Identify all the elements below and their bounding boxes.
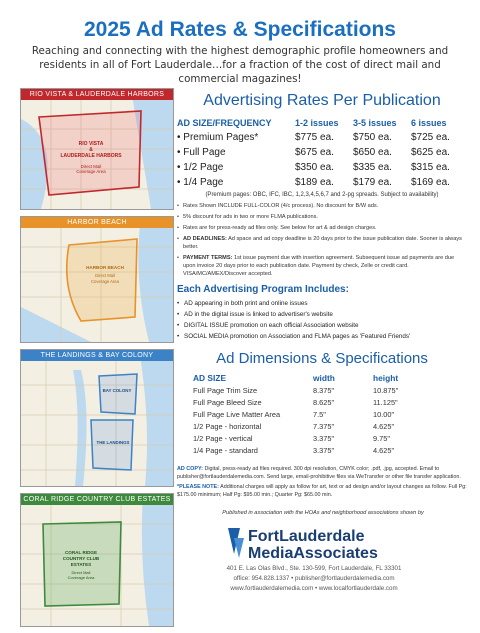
- dim-height: 10.875": [373, 385, 399, 395]
- rate-price: $650 ea.: [353, 147, 392, 158]
- map-caption: CORAL RIDGE COUNTRY CLUB ESTATES: [21, 494, 173, 505]
- map-coral-ridge: [20, 493, 174, 627]
- dim-width: 7.375": [313, 421, 335, 431]
- ad-copy-text: Digital, press-ready ad files required. 300 dpi resolution, CMYK color; .pdf, .jpg, accepted. Email to publisher@fortlauderdalemedia.com. Send large, email-prohibitive files via WeTransfer or other file transfer application.: [177, 466, 461, 480]
- rates-col-header: AD SIZE/FREQUENCY: [177, 118, 272, 128]
- table-row: [193, 444, 398, 456]
- ad-copy-label: AD COPY:: [177, 466, 203, 472]
- table-row: [193, 408, 398, 420]
- list-item: [177, 224, 467, 232]
- table-row: [177, 160, 467, 175]
- dims-col-header: AD SIZE: [193, 373, 227, 383]
- dim-height: 9.75": [373, 433, 391, 443]
- rate-size: • Premium Pages*: [177, 132, 259, 143]
- map-label: COUNTRY CLUB: [62, 556, 100, 561]
- table-row: [177, 130, 467, 145]
- rates-header-row: [177, 116, 467, 130]
- notes-list: [177, 202, 467, 278]
- map-label: Coverage Area: [76, 169, 106, 174]
- page-title: 2025 Ad Rates & Specifications: [83, 18, 396, 41]
- rates-section: [177, 88, 467, 456]
- rate-price: $179 ea.: [353, 177, 392, 188]
- rates-col-header: 3-5 issues: [353, 118, 397, 128]
- note-bold: AD DEADLINES:: [183, 236, 227, 242]
- dim-size: Full Page Trim Size: [193, 385, 258, 395]
- map-label: ESTATES: [70, 562, 92, 567]
- company-logo: [226, 524, 416, 562]
- dimensions-heading: Ad Dimensions & Specifications: [216, 350, 428, 367]
- note-text: Ad space and ad copy deadline is 20 days prior to the issue publication date. Sooner is always better.: [183, 236, 462, 250]
- map-label: LAUDERDALE HARBORS: [60, 153, 122, 159]
- rate-price: $335 ea.: [353, 162, 392, 173]
- please-note-label: *PLEASE NOTE:: [177, 484, 219, 491]
- map-caption: HARBOR BEACH: [21, 217, 173, 228]
- dim-width: 8.375": [313, 385, 335, 395]
- map-label: Coverage Area: [67, 575, 95, 580]
- dims-header-row: [193, 372, 398, 384]
- dim-width: 7.5": [313, 409, 326, 419]
- ad-copy-notes: [177, 466, 469, 499]
- map-harbor-beach: [20, 216, 174, 343]
- map-label: RIO VISTA: [78, 141, 104, 147]
- dim-size: 1/4 Page - standard: [193, 445, 258, 455]
- note-text: Rates Shown INCLUDE FULL-COLOR (4/c process). No discount for B/W ads.: [183, 203, 379, 209]
- page-subtitle: Reaching and connecting with the highest demographic profile homeowners and residents in all of Fort Lauderdale…for a fraction of the cost of direct mail and commercial magazines!: [31, 45, 449, 85]
- dim-width: 8.625": [313, 397, 335, 407]
- rate-price: $315 ea.: [411, 162, 450, 173]
- web-line: www.fortlauderdalemedia.com • www.localfortlauderdale.com: [230, 585, 398, 592]
- address-line: 401 E. Las Olas Blvd., Ste. 130-599, Fort Lauderdale, FL 33301: [226, 565, 402, 572]
- note-text: 5% discount for ads in two or more FLMA publications.: [183, 214, 318, 220]
- dimensions-table: [193, 372, 398, 456]
- map-caption: RIO VISTA & LAUDERDALE HARBORS: [21, 89, 173, 100]
- dim-height: 11.125": [373, 397, 398, 407]
- rate-price: $169 ea.: [411, 177, 450, 188]
- rate-price: $775 ea.: [295, 132, 334, 143]
- map-caption: THE LANDINGS & BAY COLONY: [21, 350, 173, 361]
- rates-heading: Advertising Rates Per Publication: [203, 92, 441, 109]
- rates-table: [177, 116, 467, 190]
- rate-price: $750 ea.: [353, 132, 392, 143]
- map-label: Direct Mail: [95, 273, 115, 278]
- rate-price: $675 ea.: [295, 147, 334, 158]
- dim-height: 10.00": [373, 409, 395, 419]
- map-coral-ridge-graphic: [21, 494, 173, 626]
- rates-col-header: 6 issues: [411, 118, 447, 128]
- logo-line1: FortLauderdale: [248, 528, 365, 545]
- dim-width: 3.375": [313, 445, 335, 455]
- rate-size: • Full Page: [177, 147, 226, 158]
- map-label: Direct Mail: [71, 570, 91, 575]
- dim-height: 4.625": [373, 445, 395, 455]
- list-item: • AD appearing in both print and online issues: [177, 298, 467, 309]
- table-row: [193, 396, 398, 408]
- rate-price: $189 ea.: [295, 177, 334, 188]
- maps-column: [20, 88, 172, 633]
- rate-price: $350 ea.: [295, 162, 334, 173]
- map-label: HARBOR BEACH: [86, 265, 124, 270]
- list-item: • AD in the digital issue is linked to advertiser's website: [177, 309, 467, 320]
- dim-size: 1/2 Page - vertical: [193, 433, 253, 443]
- list-item: [177, 213, 467, 221]
- map-landings-graphic: [21, 350, 173, 486]
- premium-note: (Premium pages: OBC, IFC, IBC, 1,2,3,4,5,6,7 and 2-pg spreads. Subject to availability): [205, 192, 439, 198]
- rate-price: $625 ea.: [411, 147, 450, 158]
- rate-price: $725 ea.: [411, 132, 450, 143]
- map-rio-vista-graphic: [21, 89, 173, 209]
- note-text: Rates are for press-ready ad files only. See below for art & ad design charges.: [183, 225, 377, 231]
- map-label: Coverage Area: [91, 279, 119, 284]
- list-item: [177, 254, 467, 278]
- contact-line: office: 954.828.1337 • publisher@fortlauderdalemedia.com: [233, 575, 395, 582]
- map-label: THE LANDINGS: [96, 440, 130, 445]
- note-bold: PAYMENT TERMS:: [183, 255, 233, 261]
- table-row: [177, 175, 467, 190]
- table-row: [193, 432, 398, 444]
- dim-size: Full Page Bleed Size: [193, 397, 262, 407]
- please-note-text: Additional charges will apply as follow for art, text or ad design and/or layout changes as follow. Full Pg: $175.00 minimum; Half Pg: $95.00 min.; Quarter Pg: $65.00 min.: [177, 484, 467, 498]
- dim-size: 1/2 Page - horizontal: [193, 421, 262, 431]
- map-landings: [20, 349, 174, 487]
- list-item: • DIGITAL ISSUE promotion on each official Association website: [177, 320, 467, 331]
- table-row: [193, 384, 398, 396]
- rates-col-header: 1-2 issues: [295, 118, 339, 128]
- logo-line2: MediaAssociates: [248, 545, 378, 562]
- dim-height: 4.625": [373, 421, 395, 431]
- map-label: CORAL RIDGE: [64, 550, 98, 555]
- table-row: [193, 420, 398, 432]
- published-note: Published in association with the HOAs and neighborhood associations shown by: [222, 510, 424, 516]
- dims-col-header: width: [313, 373, 335, 383]
- map-label: Direct Mail: [80, 164, 102, 169]
- map-harbor-beach-graphic: [21, 217, 173, 342]
- program-heading: Each Advertising Program Includes:: [177, 284, 349, 295]
- list-item: [177, 202, 467, 210]
- dim-width: 3.375": [313, 433, 335, 443]
- list-item: • SOCIAL MEDIA promotion on Association and FLMA pages as 'Featured Friends': [177, 331, 467, 342]
- dims-col-header: height: [373, 373, 399, 383]
- map-label: &: [89, 147, 93, 153]
- footer-address: [0, 564, 480, 594]
- map-label: BAY COLONY: [102, 388, 132, 393]
- dim-size: Full Page Live Matter Area: [193, 409, 281, 419]
- rate-size: • 1/4 Page: [177, 177, 224, 188]
- table-row: [177, 145, 467, 160]
- program-list: [177, 298, 467, 342]
- note-text: 1st issue payment due with insertion agreement. Subsequent issue ad payments are due upon invoice 20 days prior to each publication date. Payment by check, Zelle or credit card. VISA/MC/AMEX/Discover accepted.: [183, 255, 455, 277]
- rate-size: • 1/2 Page: [177, 162, 224, 173]
- list-item: [177, 235, 467, 251]
- map-rio-vista: [20, 88, 174, 210]
